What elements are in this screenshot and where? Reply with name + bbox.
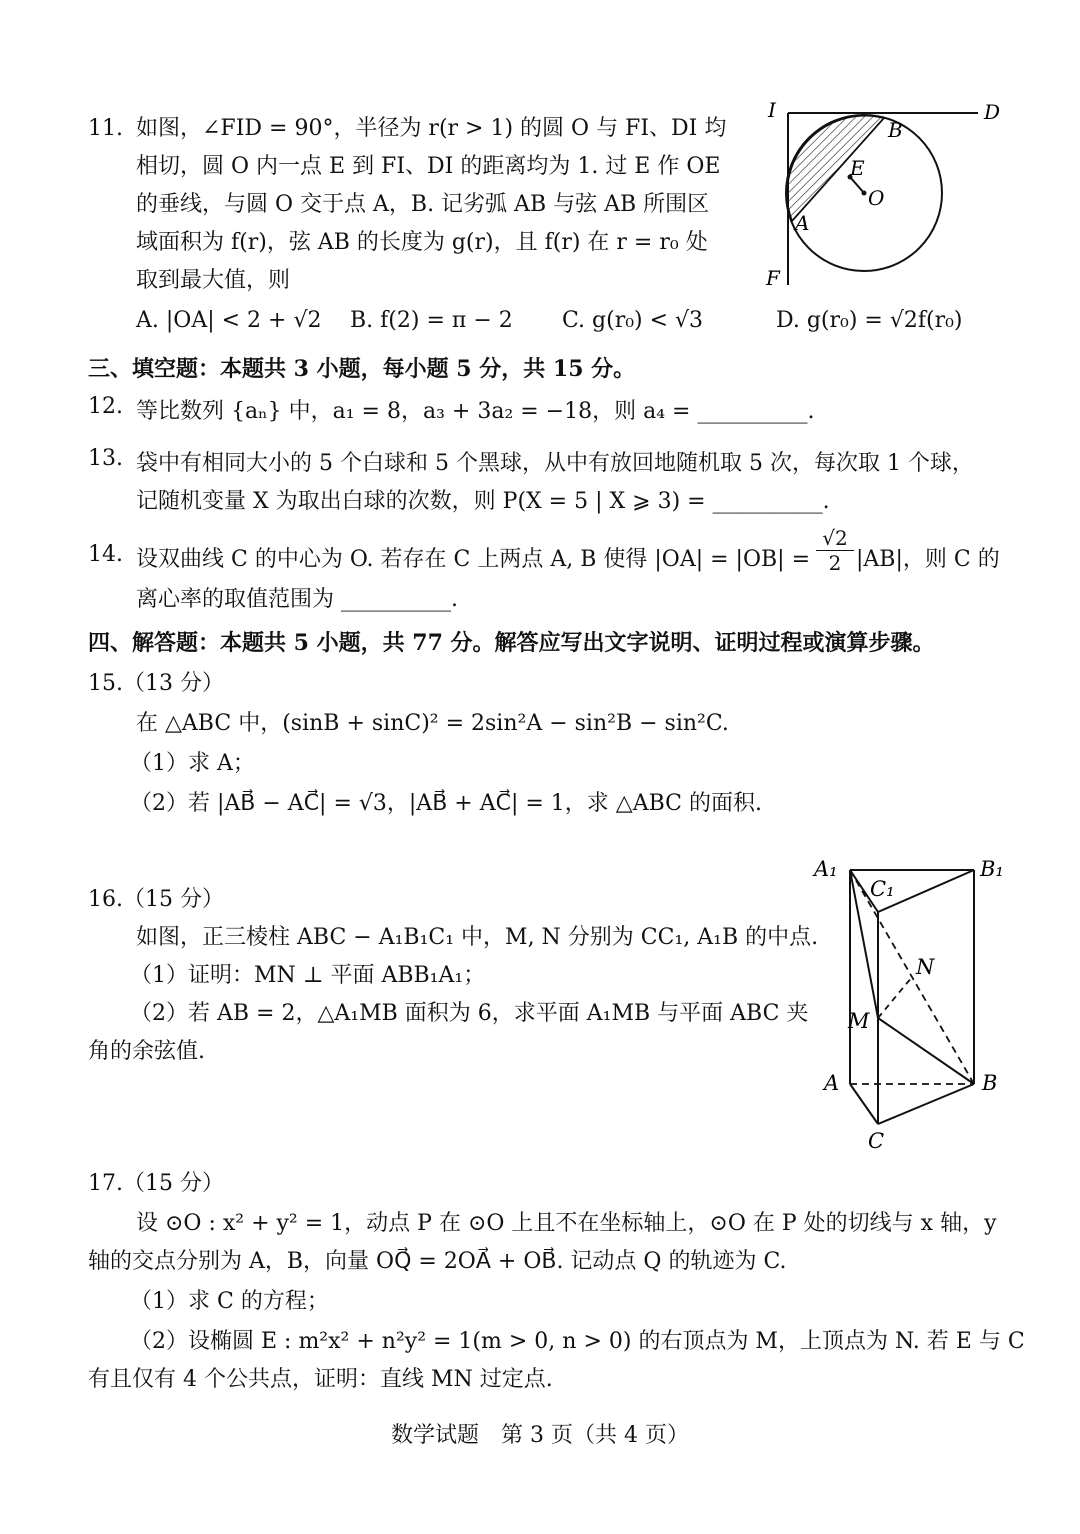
q11-circle-figure	[750, 95, 1010, 295]
q16-line: （2）若 AB = 2，△A₁MB 面积为 6，求平面 A₁MB 与平面 ABC 夹	[130, 1001, 809, 1026]
label-A: A	[795, 211, 810, 235]
q14-line1-part1: 设双曲线 C 的中心为 O. 若存在 C 上两点 A, B 使得 |OA| = |OB| =	[136, 547, 811, 572]
q16-line: 如图，正三棱柱 ABC − A₁B₁C₁ 中，M, N 分别为 CC₁, A₁B 的中点.	[136, 925, 819, 950]
label-A1: A₁	[814, 857, 838, 881]
q16-line: （1）证明：MN ⊥ 平面 ABB₁A₁；	[130, 963, 486, 988]
label-I: I	[768, 98, 776, 122]
label-M: M	[848, 1009, 870, 1033]
q17-line: 有且仅有 4 个公共点，证明：直线 MN 过定点.	[88, 1367, 553, 1392]
section-4-heading: 四、解答题：本题共 5 小题，共 77 分。解答应写出文字说明、证明过程或演算步骤。	[88, 630, 935, 656]
q11-number: 11.	[88, 116, 123, 141]
q11-line: 的垂线，与圆 O 交于点 A，B. 记劣弧 AB 与弦 AB 所围区	[136, 192, 710, 217]
q14-line1-part2: |AB|，则 C 的	[856, 547, 1000, 572]
label-N: N	[916, 955, 935, 979]
q11-option-d: D. g(r₀) = √2f(r₀)	[776, 308, 963, 333]
label-C: C	[868, 1129, 885, 1153]
point-O	[862, 191, 867, 196]
q14-fraction	[816, 526, 854, 575]
q14-number: 14.	[88, 542, 123, 567]
q17-line: （1）求 C 的方程；	[130, 1289, 329, 1314]
q15-line: （2）若 |AB⃗ − AC⃗| = √3，|AB⃗ + AC⃗| = 1，求 △ABC 的面积.	[130, 791, 762, 816]
q13-line: 记随机变量 X 为取出白球的次数，则 P(X = 5 | X ⩾ 3) = __________.	[136, 489, 830, 514]
q13-line: 袋中有相同大小的 5 个白球和 5 个黑球，从中有放回地随机取 5 次，每次取 1 个球，	[136, 451, 974, 476]
q11-option-a: A. |OA| < 2 + √2	[136, 308, 322, 333]
label-D: D	[984, 100, 1001, 124]
fraction-denominator: 2	[828, 551, 842, 575]
section-3-heading: 三、填空题：本题共 3 小题，每小题 5 分，共 15 分。	[88, 356, 636, 382]
q17-header: 17.（15 分）	[88, 1171, 224, 1196]
q15-line: 在 △ABC 中，(sinB + sinC)² = 2sin²A − sin²B − sin²C.	[136, 711, 729, 736]
label-B: B	[888, 118, 903, 142]
label-B1: B₁	[980, 857, 1004, 881]
q16-line: 角的余弦值.	[88, 1039, 205, 1064]
q12-text: 等比数列 {aₙ} 中，a₁ = 8，a₃ + 3a₂ = −18，则 a₄ = __________.	[136, 399, 815, 424]
q13-number: 13.	[88, 446, 123, 471]
q11-option-c: C. g(r₀) < √3	[562, 308, 704, 333]
label-A: A	[824, 1071, 840, 1095]
q15-line: （1）求 A；	[130, 751, 255, 776]
label-F: F	[766, 266, 780, 290]
label-C1: C₁	[870, 877, 895, 901]
q11-text	[136, 110, 726, 300]
q14-line2: 离心率的取值范围为 __________.	[136, 587, 458, 612]
q11-option-b: B. f(2) = π − 2	[350, 308, 513, 333]
q17-line: 轴的交点分别为 A，B，向量 OQ⃗ = 2OA⃗ + OB⃗. 记动点 Q 的轨迹为 C.	[88, 1249, 787, 1274]
q11-line: 取到最大值，则	[136, 268, 291, 293]
label-O: O	[868, 186, 885, 210]
q11-line: 如图，∠FID = 90°，半径为 r(r > 1) 的圆 O 与 FI、DI 均	[136, 116, 727, 141]
q17-line: 设 ⊙O : x² + y² = 1，动点 P 在 ⊙O 上且不在坐标轴上，⊙O 在 P 处的切线与 x 轴，y	[136, 1211, 997, 1236]
page-footer: 数学试题 第 3 页（共 4 页）	[391, 1423, 689, 1448]
q16-header: 16.（15 分）	[88, 887, 224, 912]
q17-line: （2）设椭圆 E : m²x² + n²y² = 1(m > 0, n > 0) 的右顶点为 M，上顶点为 N. 若 E 与 C	[130, 1329, 1025, 1354]
fraction-numerator: √2	[816, 526, 854, 551]
q12-number: 12.	[88, 394, 123, 419]
q11-line: 相切，圆 O 内一点 E 到 FI、DI 的距离均为 1. 过 E 作 OE	[136, 154, 721, 179]
label-B: B	[982, 1071, 998, 1095]
label-E: E	[850, 156, 865, 180]
q16-prism-figure	[806, 850, 1020, 1160]
q11-line: 域面积为 f(r)，弦 AB 的长度为 g(r)，且 f(r) 在 r = r₀ 处	[136, 230, 708, 255]
q15-header: 15.（13 分）	[88, 671, 224, 696]
